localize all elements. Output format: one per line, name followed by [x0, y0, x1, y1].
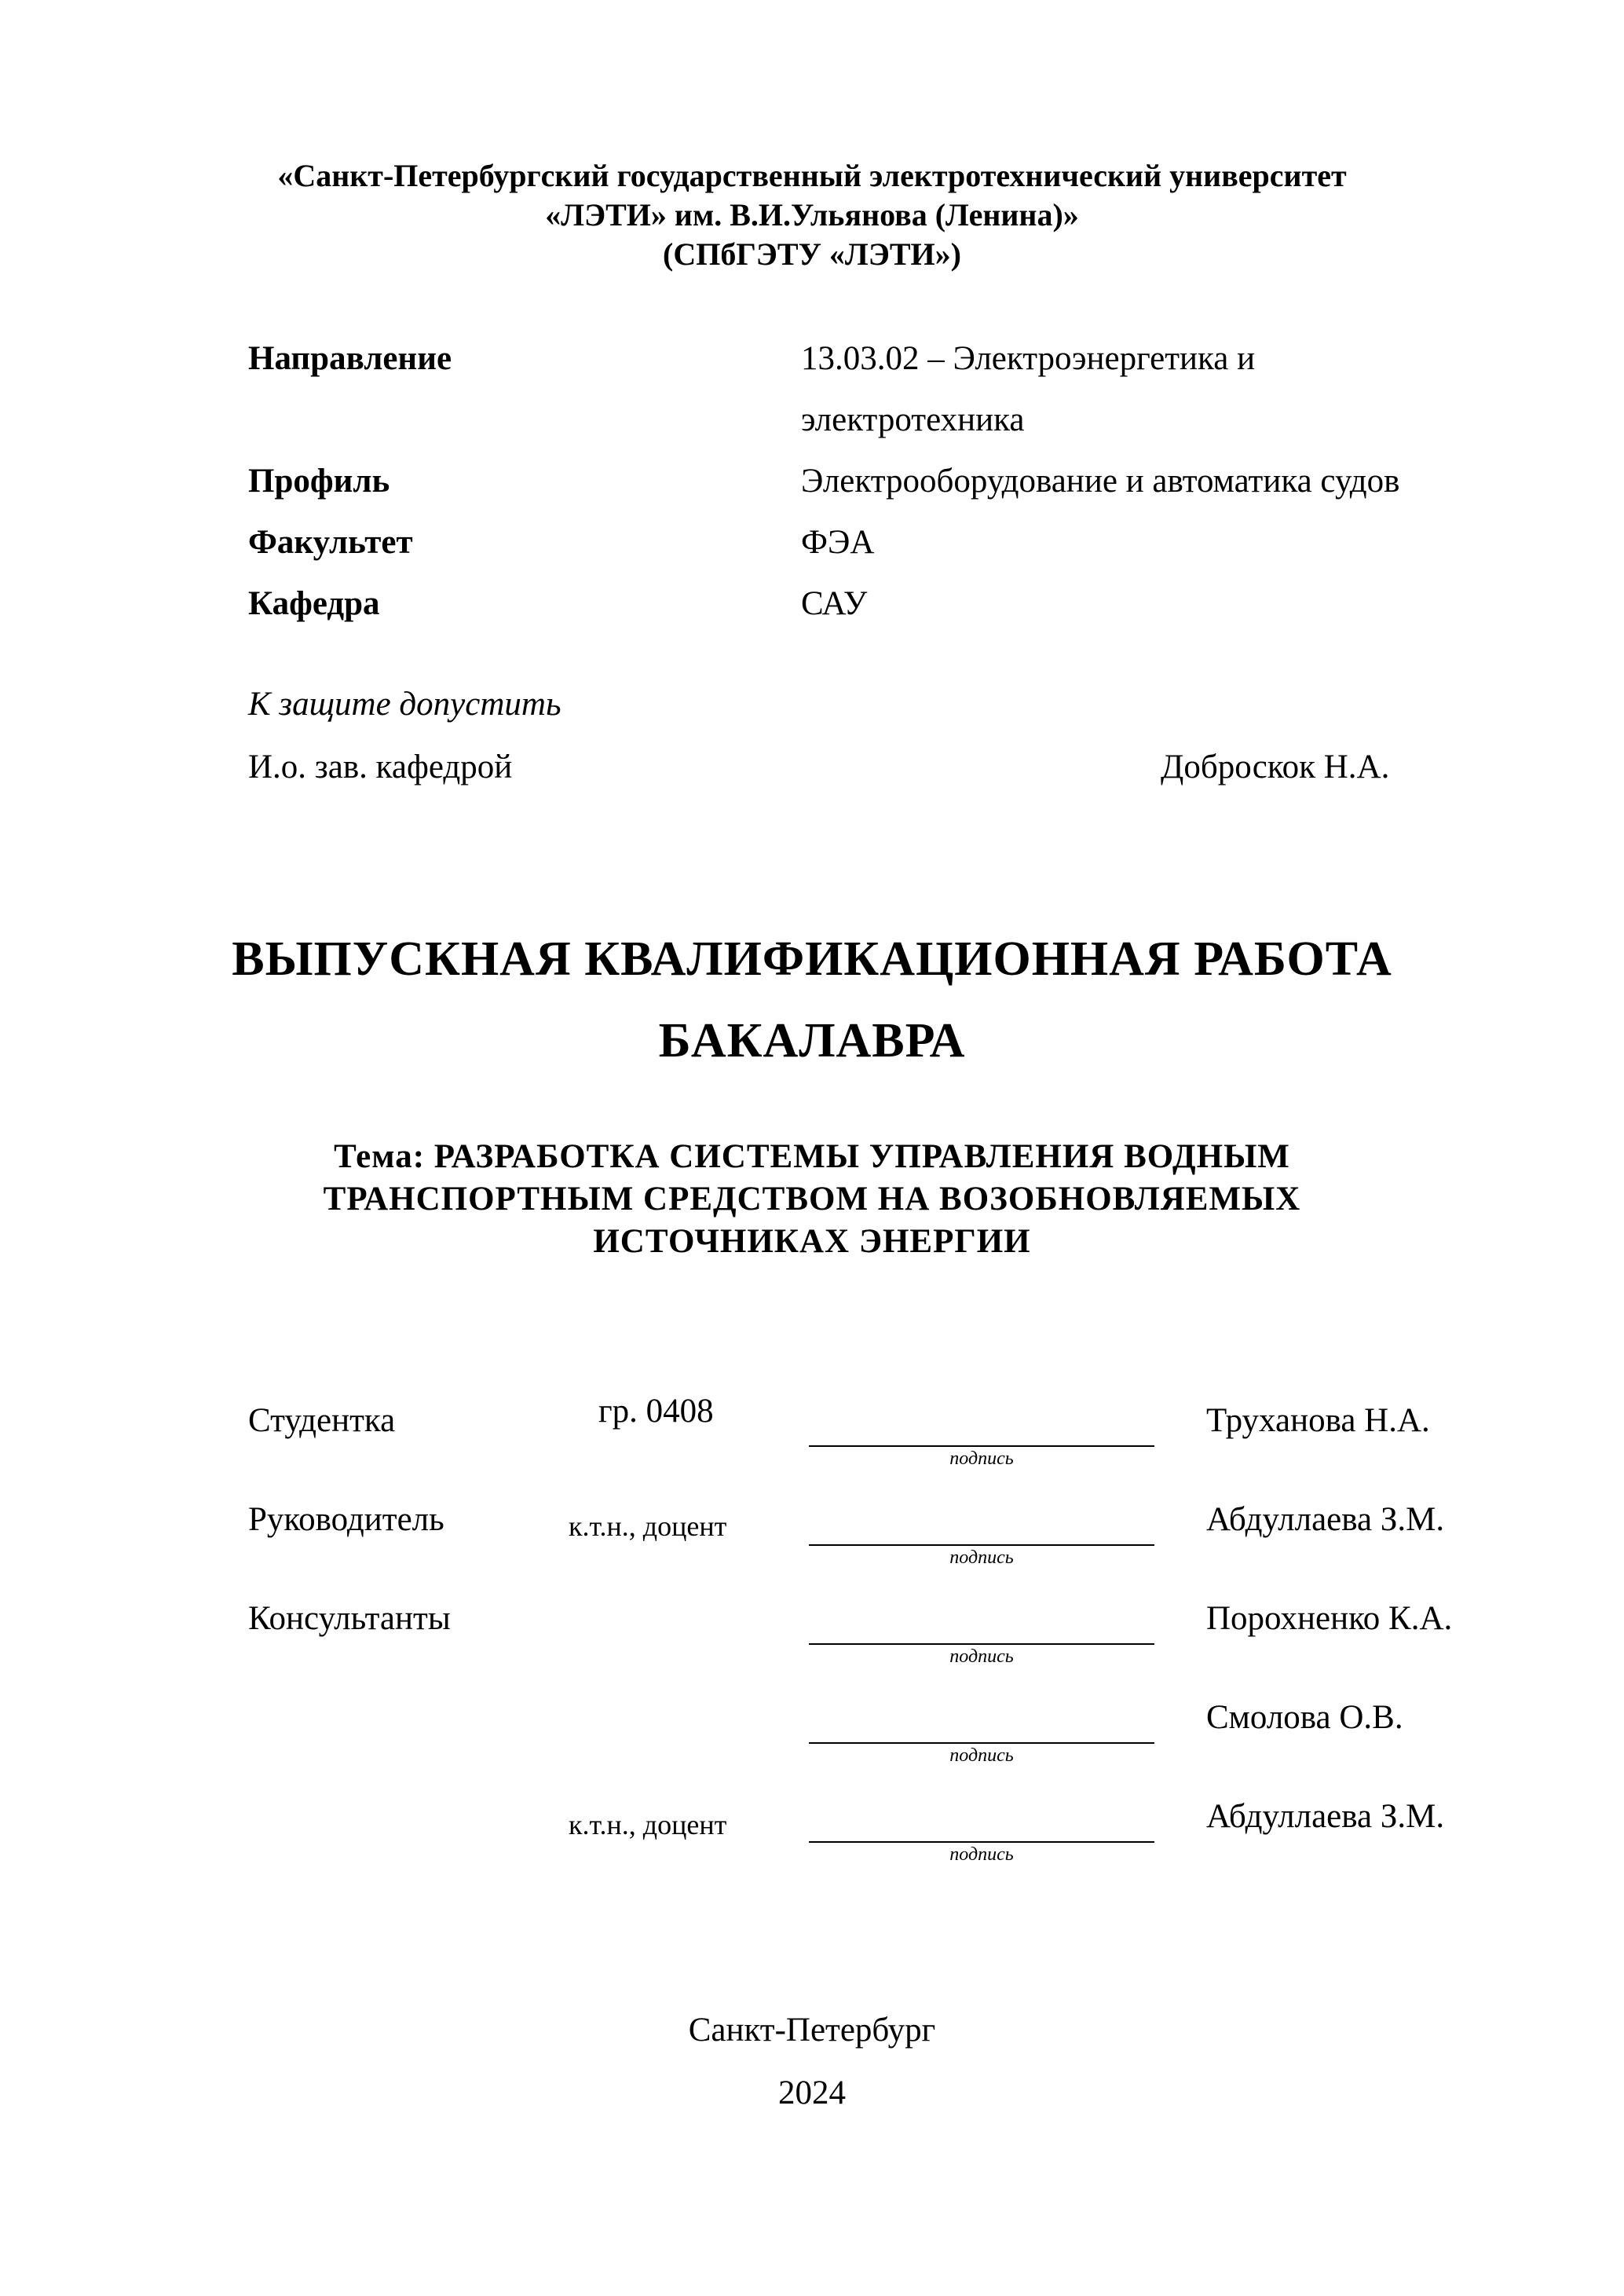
year: 2024	[778, 2074, 846, 2111]
signature-name: Порохненко К.А.	[1206, 1600, 1453, 1637]
academic-degree: к.т.н., доцент	[569, 1511, 727, 1542]
signature-name: Смолова О.В.	[1206, 1699, 1403, 1736]
university-abbreviation: (СПбГЭТУ «ЛЭТИ»)	[663, 236, 961, 272]
signature-caption: подпись	[949, 1844, 1014, 1865]
head-of-department-name: Доброскок Н.А.	[1161, 749, 1390, 785]
signature-role: Студентка	[248, 1402, 396, 1439]
department-label: Кафедра	[248, 585, 380, 622]
thesis-title-line2: БАКАЛАВРА	[658, 1014, 966, 1067]
city: Санкт-Петербург	[688, 2012, 936, 2049]
admit-to-defense: К защите допустить	[248, 686, 561, 723]
university-name-line1: «Санкт-Петербургский государственный электротехнический университет	[277, 158, 1347, 193]
profile-label: Профиль	[248, 463, 390, 500]
signature-caption: подпись	[949, 1745, 1014, 1766]
signature-name: Труханова Н.А.	[1206, 1402, 1430, 1439]
faculty-value: ФЭА	[801, 524, 875, 561]
signature-caption: подпись	[949, 1448, 1014, 1469]
signature-line	[809, 1445, 1154, 1447]
faculty-label: Факультет	[248, 524, 413, 561]
head-of-department-role: И.о. зав. кафедрой	[248, 749, 513, 785]
theme-line3: ИСТОЧНИКАХ ЭНЕРГИИ	[593, 1223, 1031, 1260]
signature-line	[809, 1742, 1154, 1744]
student-group: гр. 0408	[598, 1393, 714, 1430]
signature-line	[809, 1841, 1154, 1843]
signature-role: Консультанты	[248, 1600, 451, 1637]
direction-label: Направление	[248, 340, 452, 377]
signature-line	[809, 1544, 1154, 1546]
signature-role: Руководитель	[248, 1501, 444, 1538]
profile-value: Электрооборудование и автоматика судов	[801, 463, 1400, 500]
university-name-line2: «ЛЭТИ» им. В.И.Ульянова (Ленина)»	[545, 197, 1079, 233]
department-value: САУ	[801, 585, 868, 622]
signature-name: Абдуллаева З.М.	[1206, 1798, 1445, 1835]
direction-value-line2: электротехника	[801, 401, 1025, 438]
theme-line2: ТРАНСПОРТНЫМ СРЕДСТВОМ НА ВОЗОБНОВЛЯЕМЫХ	[323, 1181, 1301, 1218]
signature-caption: подпись	[949, 1547, 1014, 1568]
signature-name: Абдуллаева З.М.	[1206, 1501, 1445, 1538]
theme-line1: Тема: РАЗРАБОТКА СИСТЕМЫ УПРАВЛЕНИЯ ВОДНЫМ	[334, 1138, 1290, 1175]
direction-value-line1: 13.03.02 – Электроэнергетика и	[801, 340, 1256, 377]
signature-caption: подпись	[949, 1646, 1014, 1667]
thesis-title-line1: ВЫПУСКНАЯ КВАЛИФИКАЦИОННАЯ РАБОТА	[232, 932, 1392, 986]
academic-degree: к.т.н., доцент	[569, 1809, 727, 1840]
signature-line	[809, 1643, 1154, 1645]
